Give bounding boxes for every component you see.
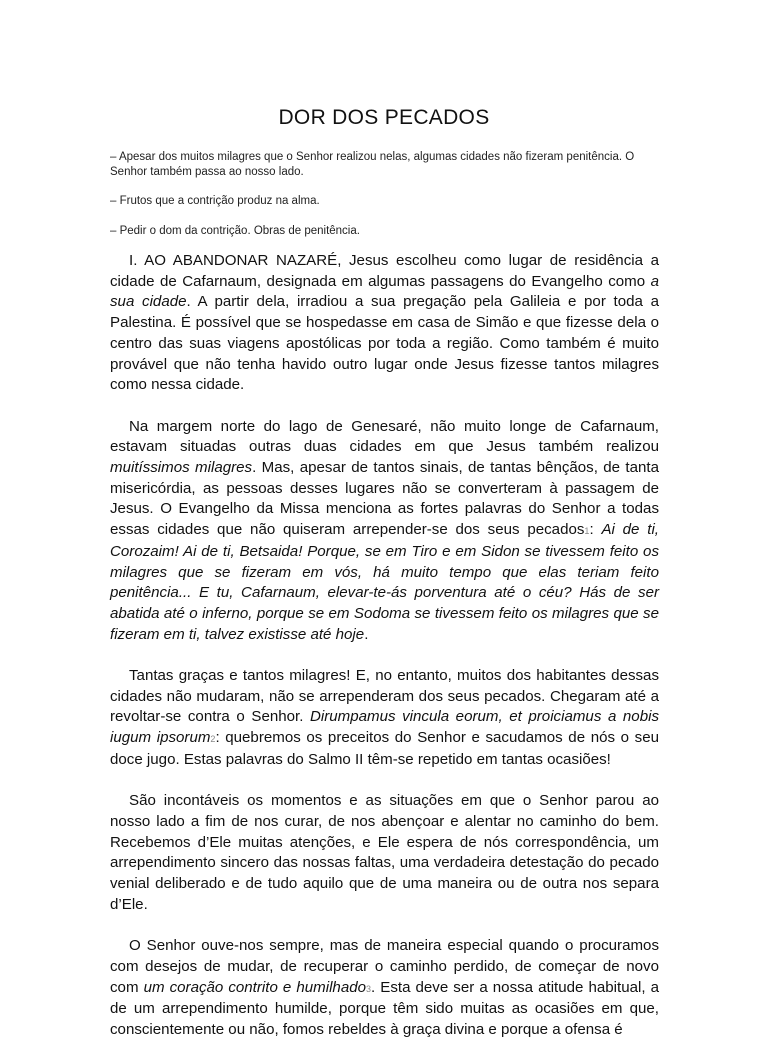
paragraph-5-text: O Senhor ouve-nos sempre, mas de maneira especial quando o procuramos com desejos de mudar, de recuperar o caminho perdido, de começar de novo com [110,937,659,996]
summary-item-2: – Frutos que a contrição produz na alma. [110,195,320,207]
paragraph-5-italic: um coração contrito e humilhado [143,978,366,996]
paragraph-1-italic: a sua cidade [110,272,659,311]
summary-item-3: – Pedir o dom da contrição. Obras de penitência. [110,225,360,237]
paragraph-4-text: São incontáveis os momentos e as situações em que o Senhor parou ao nosso lado a fim de nos curar, de nos abençoar e alentar no caminho do bem. Recebemos d’Ele muitas atenções, e Ele espera de nós correspondência, um arrependimento sincero das nossas faltas, uma verdadeira detestação do pecado venial deliberado e de tudo aquilo que de uma maneira ou de outra nos separa d’Ele. [110,792,659,913]
paragraph-2-italic: muitíssimos milagres [110,459,253,477]
paragraph-1-text-end: . A partir dela, irradiou a sua pregação pela Galileia e por toda a Palestina. É possível que se hospedasse em casa de Simão e que fizesse dela o centro das suas viagens apostólicas por toda a região. Como também é muito provável que não tenha havido outro lugar onde Jesus fizesse tantos milagres como nessa cidade. [110,293,659,394]
paragraph-2-text-end: . [364,625,369,643]
paragraph-4 [110,791,659,915]
paragraph-2-text: Na margem norte do lago de Genesaré, não muito longe de Cafarnaum, estavam situadas outras duas cidades em que Jesus também realizou [110,417,659,456]
paragraph-2-quote: Ai de ti, Corozaim! Ai de ti, Betsaida! Porque, se em Tiro e em Sidon se tivessem feito os milagres que se fizeram em vós, há muito tempo que elas teriam feito penitência... E tu, Cafarnaum, elevar-te-ás porventura até o céu? Hás de ser abatida até o inferno, porque se em Sodoma se tivessem feito os milagres que se fizeram em ti, talvez existisse até hoje [110,521,659,643]
summary-item-1: – Apesar dos muitos milagres que o Senhor realizou nelas, algumas cidades não fizeram penitência. O Senhor também passa ao nosso lado. [110,151,635,178]
paragraph-2-colon: : [589,521,602,539]
paragraph-3-text-end: : quebremos os preceitos do Senhor e sacudamos de nós o seu doce jugo. Estas palavras do Salmo II têm-se repetido em tantas ocasiões! [110,729,659,768]
page-title: DOR DOS PECADOS [278,106,490,129]
footnote-marker-1: 1 [584,526,590,537]
footnote-marker-3: 3 [366,983,372,994]
paragraph-5-text-end: . Esta deve ser a nossa atitude habitual, a de um arrependimento humilde, porque têm sido muitas as ocasiões em que, conscientemente ou não, fomos rebeldes à graça divina e porque a ofensa é [110,978,659,1038]
paragraph-1 [110,251,659,396]
body-text [110,251,659,1061]
paragraph-3 [110,666,659,771]
paragraph-3-latin-quote: Dirumpamus vincula eorum, et proiciamus a nobis iugum ipsorum [110,708,659,747]
paragraph-5 [110,936,659,1041]
paragraph-1-text: I. AO ABANDONAR NAZARÉ, Jesus escolheu como lugar de residência a cidade de Cafarnaum, designada em algumas passagens do Evangelho como [110,252,659,290]
paragraph-2-text-mid: . Mas, apesar de tantos sinais, de tantas bênçãos, de tanta misericórdia, as pessoas desses lugares não se converteram à passagem de Jesus. O Evangelho da Missa menciona as fortes palavras do Senhor a todas essas cidades que não quiseram arrepender-se dos seus pecados [110,459,659,539]
paragraph-2 [110,417,659,646]
footnote-marker-2: 2 [210,734,216,745]
paragraph-3-text: Tantas graças e tantos milagres! E, no entanto, muitos dos habitantes dessas cidades não mudaram, não se arrependeram dos seus pecados. Chegaram até a revoltar-se contra o Senhor. [110,667,659,726]
